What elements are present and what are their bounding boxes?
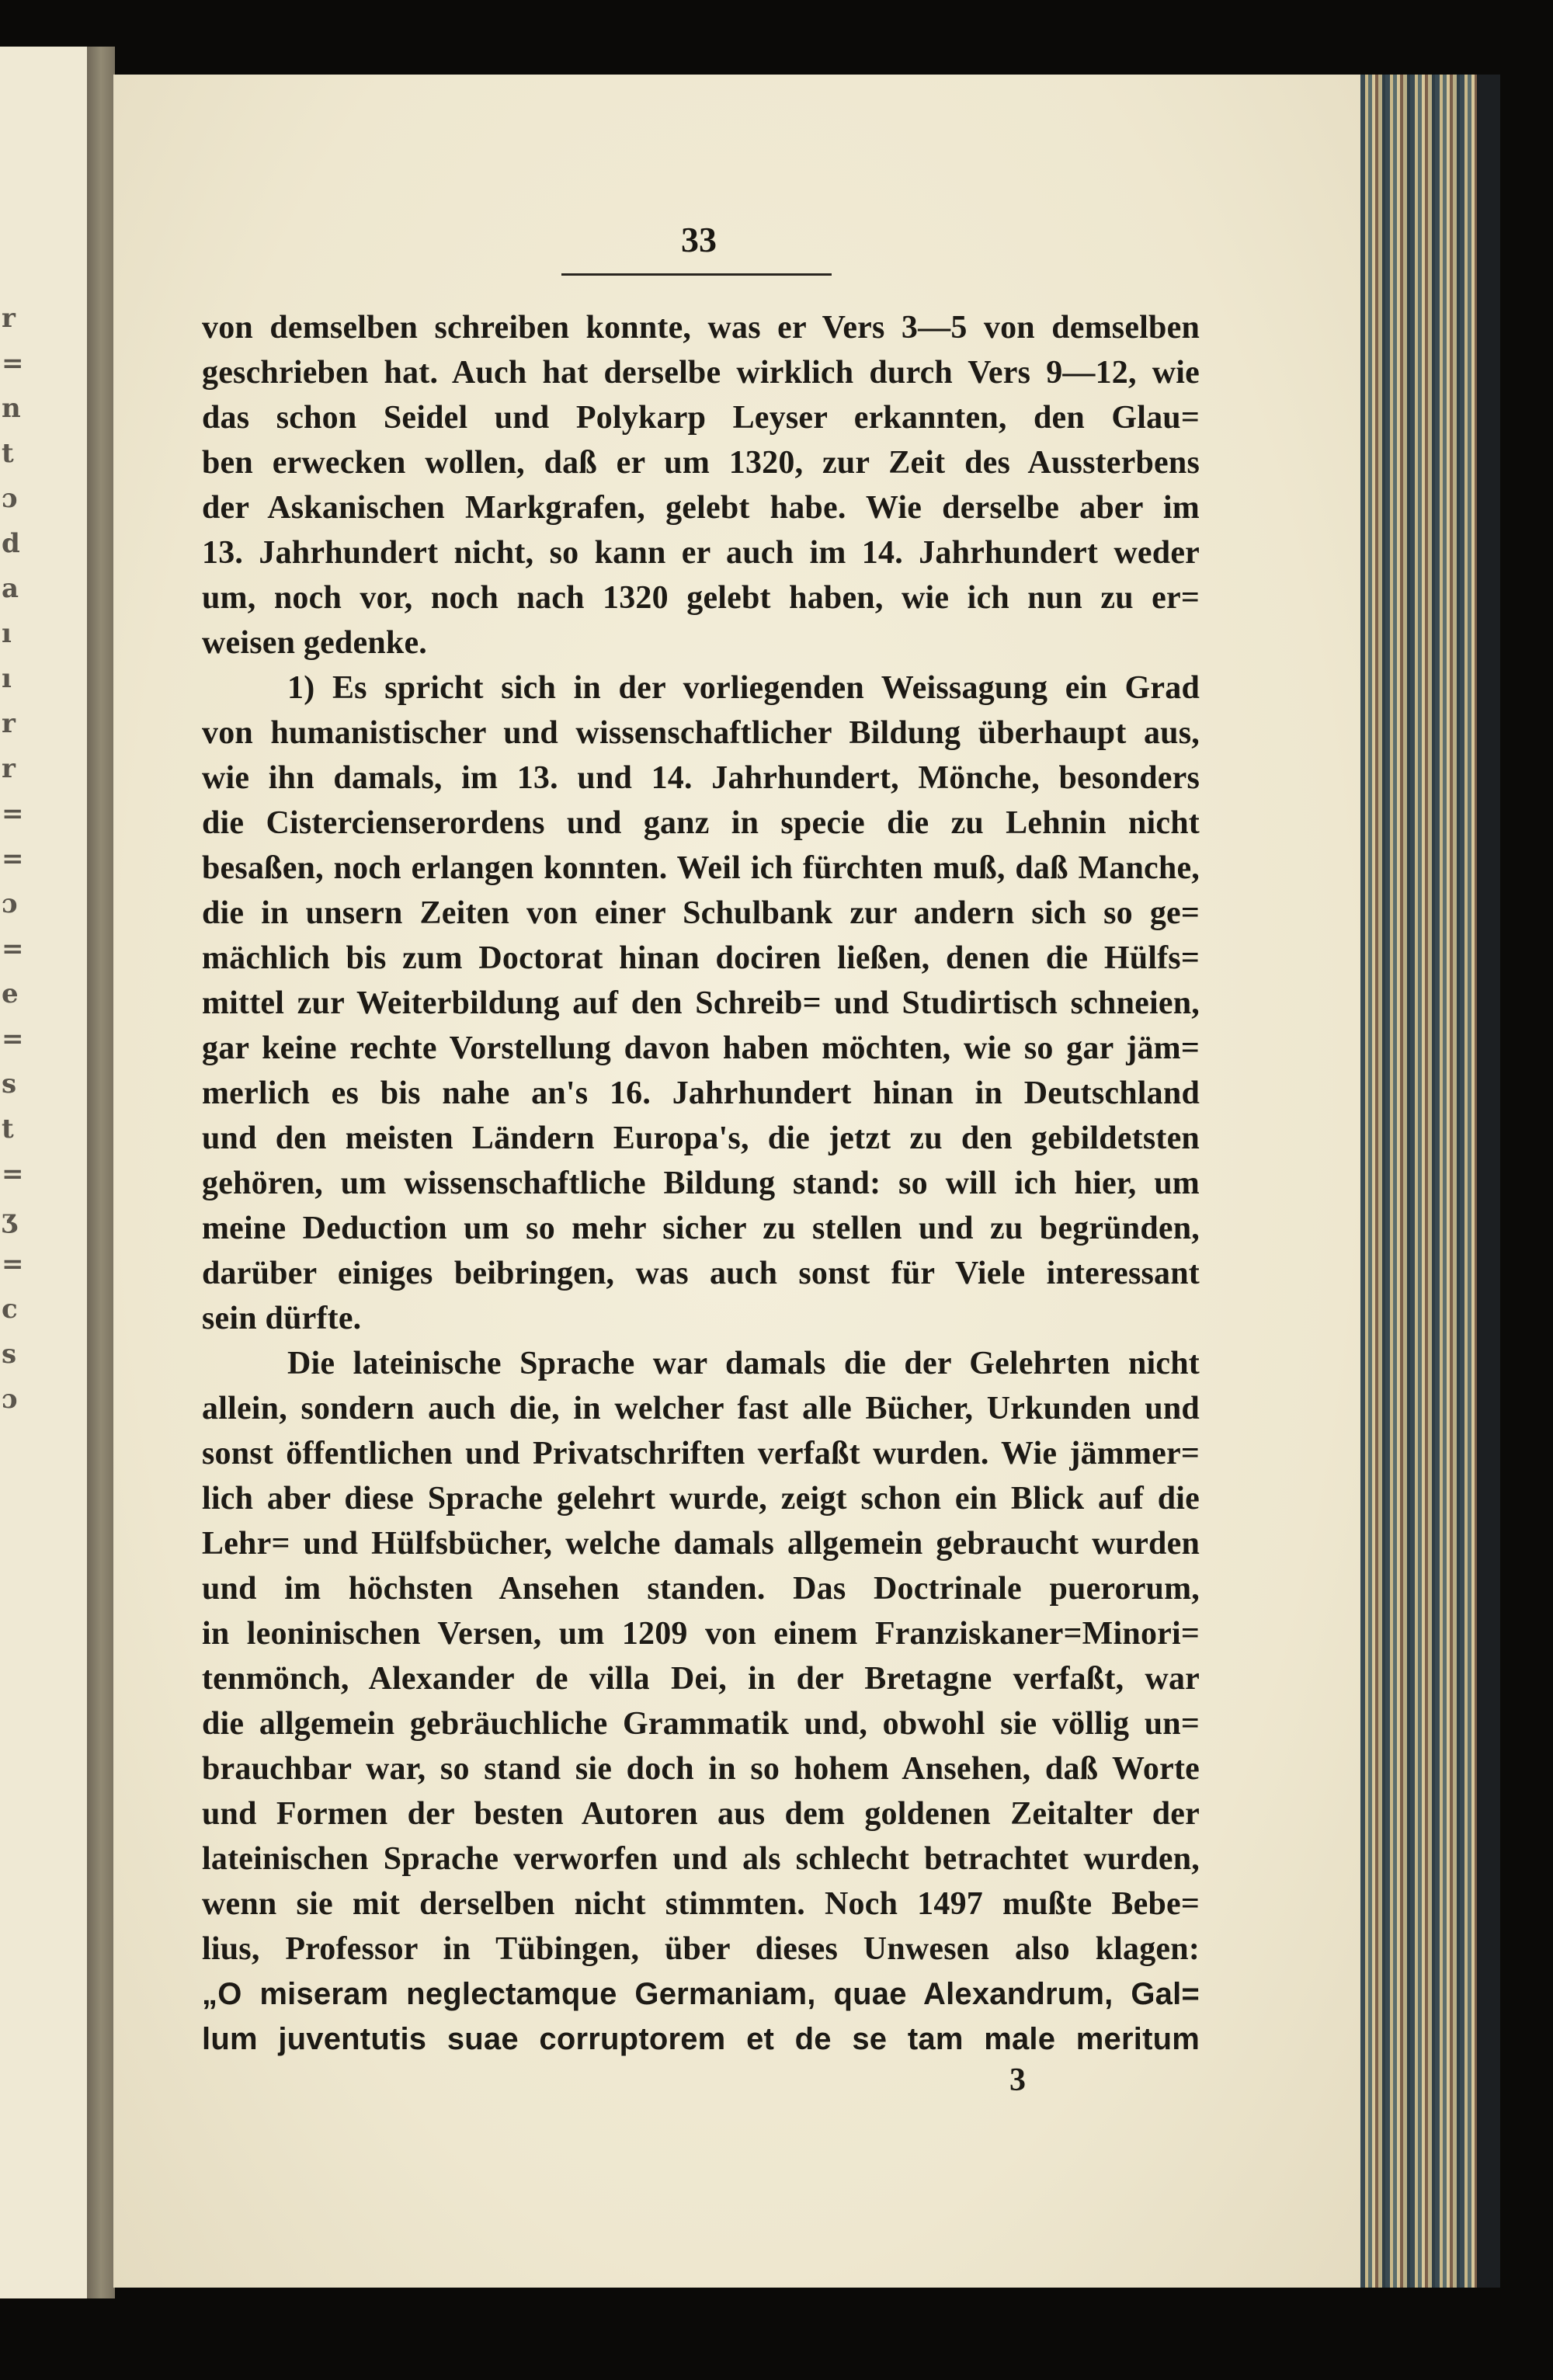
facing-page-letter: r [2,708,16,739]
text-line: meine Deduction um so mehr sicher zu stellen und zu begründen, [202,1211,1200,1246]
facing-page-letter: ɔ [2,888,18,919]
text-line: gar keine rechte Vorstellung davon haben möchten, wie so gar jäm= [202,1030,1200,1066]
text-line: die in unsern Zeiten von einer Schulbank zur andern sich so ge= [202,895,1200,931]
text-line: besaßen, noch erlangen konnten. Weil ich fürchten muß, daß Manche, [202,850,1200,886]
text-line: das schon Seidel und Polykarp Leyser erkannten, den Glau= [202,400,1200,436]
facing-page-letter: = [2,798,24,829]
facing-page-letter: = [2,1023,24,1054]
text-line: weisen gedenke. [202,625,427,661]
book-cover-edge [1477,75,1500,2288]
header-rule [561,273,832,276]
text-line: mittel zur Weiterbildung auf den Schreib= und Studirtisch schneien, [202,985,1200,1021]
facing-page-edge [0,47,89,2298]
facing-page-letter: r [2,303,16,334]
text-line: sonst öffentlichen und Privatschriften verfaßt wurden. Wie jämmer= [202,1436,1200,1471]
text-line: wenn sie mit derselben nicht stimmten. Noch 1497 mußte Bebe= [202,1886,1200,1922]
text-line: und den meisten Ländern Europa's, die jetzt zu den gebildetsten [202,1121,1200,1156]
text-line: lum juventutis suae corruptorem et de se tam male meritum [202,2022,1200,2056]
text-line: in leoninischen Versen, um 1209 von einem Franziskaner=Minori= [202,1616,1200,1652]
text-line: die allgemein gebräuchliche Grammatik und, obwohl sie völlig un= [202,1706,1200,1742]
facing-page-letter: = [2,1159,24,1190]
facing-page-letter: = [2,1249,24,1280]
facing-page-letter: ɔ [2,483,18,514]
text-line: und im höchsten Ansehen standen. Das Doctrinale puerorum, [202,1571,1200,1607]
facing-page-letter: t [2,438,14,469]
page-number: 33 [681,220,717,259]
facing-page-letter: t [2,1114,14,1145]
facing-page-letter: a [2,573,19,604]
text-line: 1) Es spricht sich in der vorliegenden Weissagung ein Grad [287,670,1200,706]
text-line: merlich es bis nahe an's 16. Jahrhundert hinan in Deutschland [202,1075,1200,1111]
text-line: Lehr= und Hülfsbücher, welche damals allgemein gebraucht wurden [202,1526,1200,1562]
text-line: mächlich bis zum Doctorat hinan dociren ließen, denen die Hülfs= [202,940,1200,976]
text-line: „O miseram neglectamque Germaniam, quae Alexandrum, Gal= [202,1977,1200,2011]
facing-page-letter: = [2,933,24,964]
text-line: der Askanischen Markgrafen, gelebt habe. Wie derselbe aber im [202,490,1200,526]
text-line: wie ihn damals, im 13. und 14. Jahrhundert, Mönche, besonders [202,760,1200,796]
marbled-page-edge [1360,75,1477,2288]
signature-mark: 3 [1009,2062,1026,2098]
text-line: von humanistischer und wissenschaftlicher Bildung überhaupt aus, [202,715,1200,751]
text-line: allein, sondern auch die, in welcher fast alle Bücher, Urkunden und [202,1391,1200,1426]
facing-page-letter: e [2,978,19,1009]
text-line: sein dürfte. [202,1301,362,1336]
text-line: um, noch vor, noch nach 1320 gelebt haben, wie ich nun zu er= [202,580,1200,616]
text-line: von demselben schreiben konnte, was er Vers 3—5 von demselben [202,310,1200,346]
text-line: tenmönch, Alexander de villa Dei, in der Bretagne verfaßt, war [202,1661,1200,1697]
facing-page-letter: d [2,528,20,559]
body-text [202,305,1200,2062]
text-line: lich aber diese Sprache gelehrt wurde, zeigt schon ein Blick auf die [202,1481,1200,1517]
text-line: lius, Professor in Tübingen, über dieses Unwesen also klagen: [202,1931,1200,1967]
facing-page-letter: ı [2,618,12,649]
facing-page-letter: ʒ [2,1204,17,1235]
facing-page-letter: = [2,348,24,379]
text-line: darüber einiges beibringen, was auch sonst für Viele interessant [202,1256,1200,1291]
facing-page-letter: = [2,843,24,874]
text-line: geschrieben hat. Auch hat derselbe wirklich durch Vers 9—12, wie [202,355,1200,391]
text-line: ben erwecken wollen, daß er um 1320, zur Zeit des Aussterbens [202,445,1200,481]
facing-page-letter: ı [2,663,12,694]
facing-page-letter: n [2,393,21,424]
text-line: brauchbar war, so stand sie doch in so hohem Ansehen, daß Worte [202,1751,1200,1787]
facing-page-letter: r [2,753,16,784]
facing-page-letter: c [2,1294,18,1325]
facing-page-letter: s [2,1339,17,1370]
text-line: Die lateinische Sprache war damals die der Gelehrten nicht [287,1346,1200,1381]
facing-page-letter: s [2,1068,17,1100]
book-gutter [87,47,115,2298]
text-line: und Formen der besten Autoren aus dem goldenen Zeitalter der [202,1796,1200,1832]
text-line: die Cistercienserordens und ganz in specie die zu Lehnin nicht [202,805,1200,841]
text-line: lateinischen Sprache verworfen und als schlecht betrachtet wurden, [202,1841,1200,1877]
facing-page-letter: ɔ [2,1384,18,1415]
text-line: 13. Jahrhundert nicht, so kann er auch im 14. Jahrhundert weder [202,535,1200,571]
text-line: gehören, um wissenschaftliche Bildung stand: so will ich hier, um [202,1166,1200,1201]
